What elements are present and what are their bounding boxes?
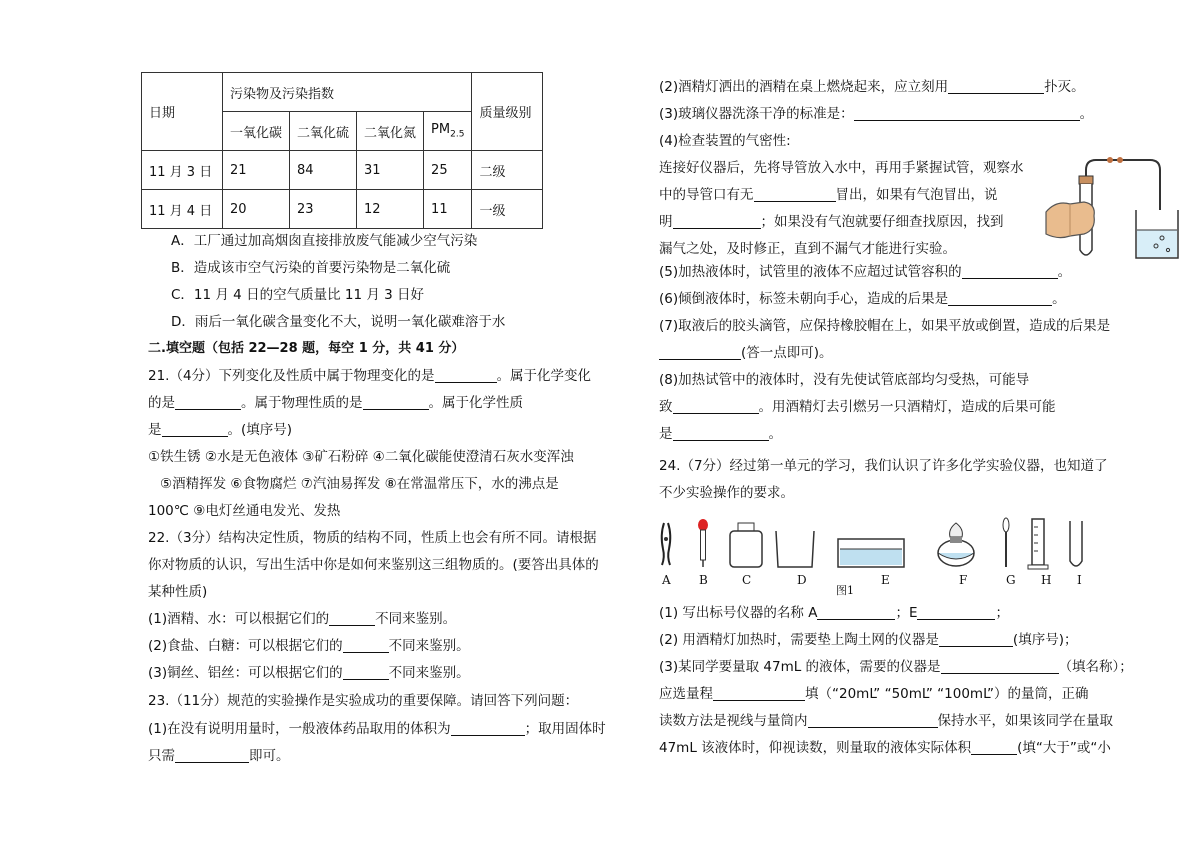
q24-sub3-d: 47mL 该液体时，仰视读数，则量取的液体实际体积 (填“大于”或“小 (659, 740, 1111, 756)
cell-date: 11 月 4 日 (142, 190, 223, 229)
q23-sub4-a: 连接好仪器后，先将导管放入水中，再用手紧握试管，观察水 (659, 160, 1024, 176)
cell-co: 21 (223, 151, 290, 190)
alcohol-lamp-icon (938, 523, 974, 566)
option-c: C．11 月 4 日的空气质量比 11 月 3 日好 (171, 287, 424, 303)
cell-date: 11 月 3 日 (142, 151, 223, 190)
header-quality: 质量级别 (472, 73, 543, 151)
q23-sub5: (5)加热液体时，试管里的液体不应超过试管容积的 。 (659, 264, 1072, 280)
header-pm25: $PM_{2.5}$ (424, 112, 472, 151)
answer-blank[interactable] (363, 395, 429, 410)
answer-blank[interactable] (659, 345, 741, 360)
airtightness-apparatus-illustration (1040, 150, 1180, 262)
q21-line3: 是 。(填序号) (148, 422, 293, 438)
q23-sub4-b: 中的导管口有无 冒出，如果有气泡冒出，说 (659, 187, 998, 203)
answer-blank[interactable] (948, 291, 1052, 306)
q23-sub8: (8)加热试管中的液体时，没有先使试管底部均匀受热，可能导 (659, 372, 1030, 388)
q21-line2: 的是 。属于物理性质的是 。属于化学性质 (148, 395, 523, 411)
option-d: D．雨后一氧化碳含量变化不大，说明一氧化碳难溶于水 (171, 314, 506, 330)
answer-blank[interactable] (939, 632, 1013, 647)
answer-blank[interactable] (854, 106, 1080, 121)
section-heading: 二.填空题（包括 22—28 题，每空 1 分，共 41 分） (148, 341, 465, 356)
q23-sub1-cont: 只需 即可。 (148, 748, 290, 764)
q23-sub1: (1)在没有说明用量时，一般液体药品取用的体积为 ；取用固体时 (148, 721, 606, 737)
answer-blank[interactable] (808, 713, 938, 728)
answer-blank[interactable] (971, 740, 1017, 755)
water-trough-icon (838, 539, 904, 567)
q23-line1: 23.（11分）规范的实验操作是实验成功的重要保障。请回答下列问题： (148, 693, 579, 709)
q23-sub8-cont2: 是 。 (659, 426, 782, 442)
answer-blank[interactable] (948, 79, 1044, 94)
header-no2: 二氧化氮 (357, 112, 424, 151)
beaker-icon (776, 531, 814, 567)
answer-blank[interactable] (962, 264, 1058, 279)
answer-blank[interactable] (343, 638, 389, 653)
option-b: B．造成该市空气污染的首要污染物是二氧化硫 (171, 260, 451, 276)
reagent-bottle-icon (730, 523, 762, 567)
q23-sub2: (2)酒精灯洒出的酒精在桌上燃烧起来，应立刻用 扑灭。 (659, 79, 1085, 95)
fig-label-i: I (1077, 573, 1082, 587)
q22-line1: 22.（3分）结构决定性质，物质的结构不同，性质上也会有所不同。请根据 (148, 530, 597, 546)
q23-sub7-cont: (答一点即可)。 (659, 344, 833, 362)
answer-blank[interactable] (343, 665, 389, 680)
cell-level: 二级 (472, 151, 543, 190)
cell-co: 20 (223, 190, 290, 229)
test-tube-icon (1070, 521, 1082, 566)
q24-sub1: (1) 写出标号仪器的名称 A ；E ； (659, 605, 1009, 621)
q23-sub4-c: 明 ；如果没有气泡就要仔细查找原因，找到 (659, 214, 1004, 230)
q23-sub4-d: 漏气之处，及时修正，直到不漏气才能进行实验。 (659, 241, 956, 257)
table-row (142, 151, 543, 190)
q21-line1: 21.（4分）下列变化及性质中属于物理变化的是 。属于化学变化 (148, 368, 592, 384)
answer-blank[interactable] (329, 611, 375, 626)
answer-blank[interactable] (175, 748, 249, 763)
fig-label-f: F (959, 573, 968, 587)
q24-sub3-c: 读数方法是视线与量筒内 保持水平，如果该同学在量取 (659, 713, 1113, 729)
answer-blank[interactable] (175, 395, 241, 410)
fig-label-b: B (699, 573, 708, 587)
q24-line1: 24.（7分）经过第一单元的学习，我们认识了许多化学实验仪器，也知道了 (659, 458, 1108, 474)
q23-sub7: (7)取液后的胶头滴管，应保持橡胶帽在上，如果平放或倒置，造成的后果是 (659, 318, 1111, 334)
answer-blank[interactable] (673, 214, 761, 229)
fig-label-d: D (797, 573, 807, 587)
q22-line3: 某种性质) (148, 584, 208, 600)
q21-items: 100℃ ⑨电灯丝通电发光、发热 (148, 503, 341, 519)
q22-sub1: (1)酒精、水：可以根据它们的 不同来鉴别。 (148, 611, 457, 627)
q23-sub4: (4)检查装置的气密性: (659, 133, 791, 149)
dropper-icon (698, 519, 708, 567)
fig-caption: 图1 (836, 584, 854, 597)
q24-line2: 不少实验操作的要求。 (659, 485, 794, 501)
answer-blank[interactable] (435, 368, 497, 383)
q21-items: ①铁生锈 ②水是无色液体 ③矿石粉碎 ④二氧化碳能使澄清石灰水变浑浊 (148, 449, 574, 465)
cell-so2: 23 (290, 190, 357, 229)
crucible-tongs-icon (662, 523, 671, 565)
pollution-table (141, 72, 543, 229)
header-date: 日期 (142, 73, 223, 151)
lab-instruments-figure (654, 515, 1094, 575)
q22-sub3: (3)铜丝、铝丝：可以根据它们的 不同来鉴别。 (148, 665, 470, 681)
q21-items: ⑤酒精挥发 ⑥食物腐烂 ⑦汽油易挥发 ⑧在常温常压下，水的沸点是 (160, 476, 559, 492)
answer-blank[interactable] (162, 422, 228, 437)
answer-blank[interactable] (673, 426, 769, 441)
fig-label-g: G (1006, 573, 1016, 587)
fig-label-h: H (1041, 573, 1052, 587)
q23-sub3: (3)玻璃仪器洗涤干净的标准是： 。 (659, 106, 1094, 122)
cell-level: 一级 (472, 190, 543, 229)
q22-sub2: (2)食盐、白糖：可以根据它们的 不同来鉴别。 (148, 638, 470, 654)
cell-so2: 84 (290, 151, 357, 190)
header-pollutants: 污染物及污染指数 (223, 73, 472, 112)
medicine-spoon-icon (1003, 518, 1009, 567)
fig-label-a: A (662, 573, 671, 587)
header-so2: 二氧化硫 (290, 112, 357, 151)
header-co: 一氧化碳 (223, 112, 290, 151)
cell-no2: 12 (357, 190, 424, 229)
fig-label-e: E (881, 573, 890, 587)
option-a: A．工厂通过加高烟囱直接排放废气能减少空气污染 (171, 233, 478, 249)
answer-blank[interactable] (713, 686, 805, 701)
answer-blank[interactable] (941, 659, 1059, 674)
graduated-cylinder-icon (1028, 519, 1048, 569)
cell-no2: 31 (357, 151, 424, 190)
q24-sub3: (3)某同学要量取 47mL 的液体，需要的仪器是 （填名称）； (659, 659, 1133, 675)
answer-blank[interactable] (817, 605, 895, 620)
cell-pm: 11 (424, 190, 472, 229)
table-row (142, 190, 543, 229)
q24-sub3-b: 应选量程 填（“20mL” “50mL” “100mL”）的量筒，正确 (659, 686, 1089, 702)
q23-sub8-cont: 致 。用酒精灯去引燃另一只酒精灯，造成的后果可能 (659, 399, 1056, 415)
answer-blank[interactable] (673, 399, 759, 414)
q22-line2: 你对物质的认识，写出生活中你是如何来鉴别这三组物质的。(要答出具体的 (148, 557, 599, 573)
q23-sub6: (6)倾倒液体时，标签未朝向手心，造成的后果是 。 (659, 291, 1066, 307)
answer-blank[interactable] (451, 721, 525, 736)
answer-blank[interactable] (754, 187, 836, 202)
fig-label-c: C (742, 573, 752, 587)
answer-blank[interactable] (917, 605, 995, 620)
cell-pm: 25 (424, 151, 472, 190)
q24-sub2: (2) 用酒精灯加热时，需要垫上陶土网的仪器是 (填序号)； (659, 632, 1078, 648)
